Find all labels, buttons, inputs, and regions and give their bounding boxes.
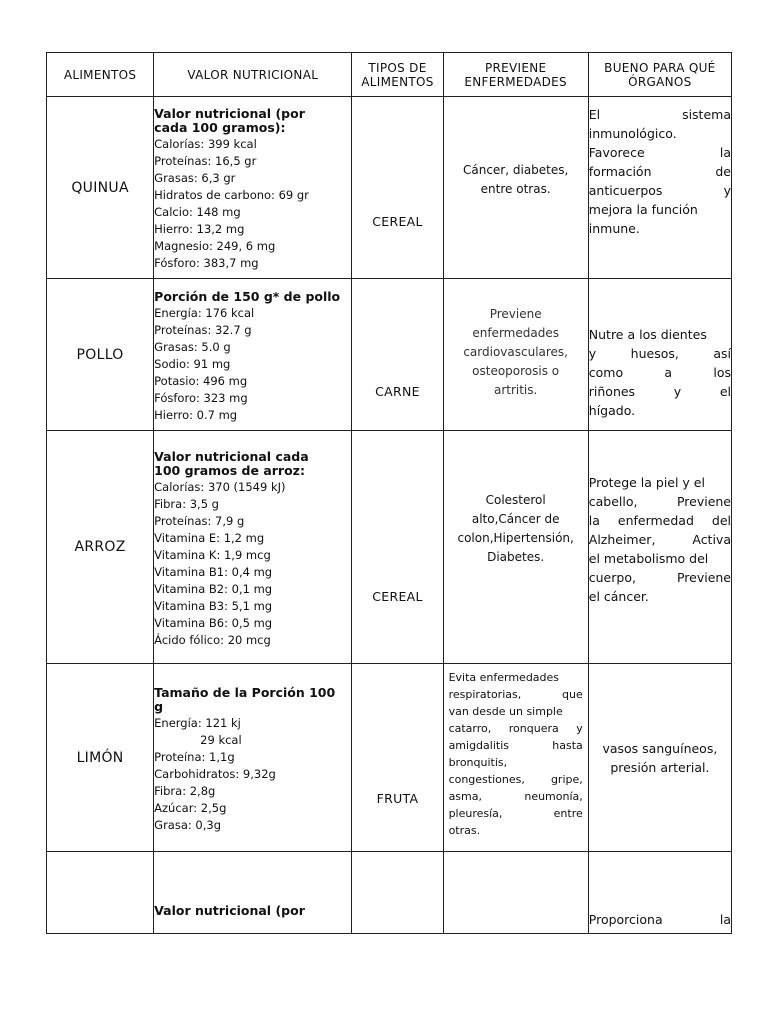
nutrient-line: Proteínas: 16,5 gr [154,154,257,168]
prevents-cell [443,852,588,934]
food-name: POLLO [47,279,154,431]
organs-cell: Proporciona la [588,852,731,934]
nutrition-title: Porción de 150 g* de pollo [154,288,341,304]
nutrient-line: Proteínas: 32.7 g [154,322,252,337]
prevents-cell: Cáncer, diabetes, entre otras. [443,97,588,279]
table-row [47,279,732,431]
prevents-cell: Colesterol alto,Cáncer de colon,Hipertensión, Diabetes. [443,431,588,664]
food-type: CARNE [352,279,443,431]
food-type: FRUTA [352,664,443,852]
nutrient-line: Fibra: 3,5 g [154,496,219,511]
nutrient-line: Sodio: 91 mg [154,356,231,371]
organs-cell: Nutre a los dientes y huesos, así como a los riñones y el hígado. [588,279,731,431]
nutrient-line: Hidratos de carbono: 69 gr [154,188,309,202]
nutrient-line: Calcio: 148 mg [154,205,241,219]
nutrient-line: Vitamina B6: 0,5 mg [154,615,273,630]
prevents-cell: Previene enfermedades cardiovasculares, osteoporosis o artritis. [443,279,588,431]
nutrient-line: Vitamina B3: 5,1 mg [154,598,273,613]
food-name [47,852,154,934]
nutrient-line: Vitamina K: 1,9 mcg [154,547,271,562]
table-row [47,852,732,934]
nutrient-line: Fósforo: 383,7 mg [154,256,259,270]
food-type [352,852,443,934]
nutrient-line: Grasas: 5.0 g [154,339,231,354]
organs-cell: vasos sanguíneos, presión arterial. [588,664,731,852]
nutrition-cell [154,279,352,431]
organs-cell: Protege la piel y el cabello, Previene la enfermedad del Alzheimer, Activa el metabolismo del cuerpo, Previene el cáncer. [588,431,731,664]
nutrient-line: Vitamina B1: 0,4 mg [154,564,273,579]
nutrient-line: Proteína: 1,1g [154,749,235,764]
nutrient-line: Fósforo: 323 mg [154,390,248,405]
nutrition-cell [154,97,352,279]
food-name: LIMÓN [47,664,154,852]
nutrient-line: Potasio: 496 mg [154,373,248,388]
nutrient-line: Grasas: 6,3 gr [154,171,236,185]
header-bueno-organos: BUENO PARA QUÉ ÓRGANOS [588,53,731,97]
nutrition-cell [154,852,352,934]
food-name: QUINUA [47,97,154,279]
table-row [47,97,732,279]
header-alimentos: ALIMENTOS [47,53,154,97]
nutrient-line: Carbohidratos: 9,32g [154,766,276,781]
nutrient-line: Azúcar: 2,5g [154,800,227,815]
food-type: CEREAL [352,431,443,664]
table-row [47,431,732,664]
nutrition-title: Tamaño de la Porción 100 g [154,684,336,714]
nutrient-line: Grasa: 0,3g [154,817,221,832]
organs-cell: El sistema inmunológico. Favorece la formación de anticuerpos y mejora la función inmune. [588,97,731,279]
nutrient-line: Vitamina B2: 0,1 mg [154,581,273,596]
nutrient-line: Hierro: 13,2 mg [154,222,245,236]
nutrient-line: Vitamina E: 1,2 mg [154,530,265,545]
nutrient-line: Calorías: 370 (1549 kJ) [154,479,286,494]
table-row [47,664,732,852]
nutrient-line: Fibra: 2,8g [154,783,216,798]
nutrient-line: Hierro: 0.7 mg [154,407,238,422]
nutrient-line: Proteínas: 7,9 g [154,513,245,528]
nutrient-line: Calorías: 399 kcal [154,137,257,151]
header-valor-nutricional: VALOR NUTRICIONAL [154,53,352,97]
nutrient-line: Ácido fólico: 20 mcg [154,632,271,647]
nutrition-title: Valor nutricional (por cada 100 gramos): [154,106,305,135]
nutrient-line: Energía: 176 kcal [154,305,255,320]
nutrition-table [46,52,732,934]
nutrition-cell [154,664,352,852]
nutrition-title: Valor nutricional cada 100 gramos de arroz: [154,448,309,478]
prevents-cell: Evita enfermedades respiratorias, que van desde un simple catarro, ronquera y amigdalitis hasta bronquitis, congestiones, gripe, asma, neumonía, pleuresía, entre otras. [443,664,588,852]
nutrition-cell [154,431,352,664]
nutrition-title: Valor nutricional (por [154,903,305,918]
header-previene: PREVIENE ENFERMEDADES [443,53,588,97]
header-row [47,53,732,97]
nutrient-line: Magnesio: 249, 6 mg [154,239,276,253]
nutrient-line: 29 kcal [200,732,242,747]
food-name: ARROZ [47,431,154,664]
food-type: CEREAL [352,97,443,279]
nutrient-line: Energía: 121 kj [154,715,241,730]
header-tipos: TIPOS DE ALIMENTOS [352,53,443,97]
